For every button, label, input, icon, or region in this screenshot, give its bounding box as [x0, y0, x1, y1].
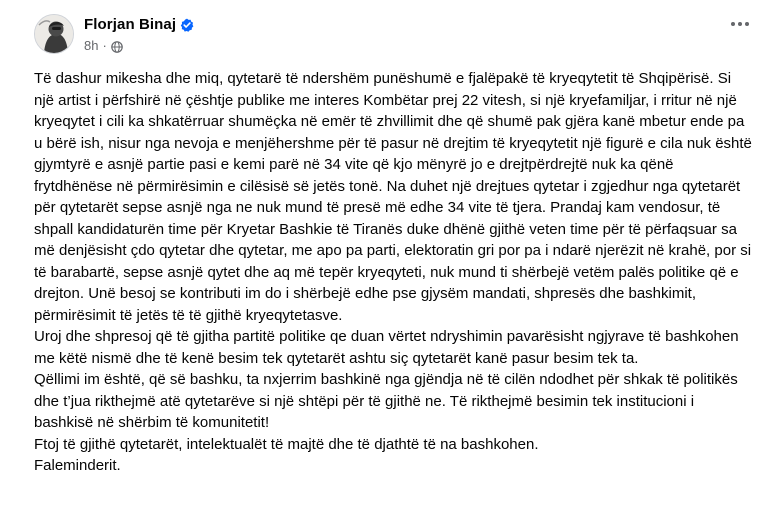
post-paragraph: Faleminderit. [34, 457, 121, 474]
post-timestamp[interactable]: 8h [84, 38, 99, 53]
post-body [34, 68, 754, 477]
author-row [84, 15, 194, 35]
author-name[interactable]: Florjan Binaj [84, 16, 177, 33]
post-paragraph: Ftoj të gjithë qytetarët, intelektualët të majtë dhe të djathtë të na bashkohen. [34, 435, 539, 453]
more-dot-icon [738, 22, 742, 26]
more-options-button[interactable] [722, 6, 758, 42]
post-meta [84, 38, 194, 54]
avatar-photo [35, 15, 74, 54]
author-avatar[interactable] [34, 14, 74, 54]
more-dot-icon [731, 22, 735, 26]
more-dot-icon [745, 22, 749, 26]
meta-separator: · [102, 38, 107, 53]
post-header [34, 11, 194, 57]
verified-badge-icon [180, 18, 194, 32]
author-block [84, 15, 194, 54]
post-paragraph: Qëllimi im është, që së bashku, ta nxjerrim bashkinë nga gjëndja në të cilën ndodhet për shkak të politikës dhe t’jua rikthejmë atë qytetarëve si një shtëpi për të gjithë ne. Të rikthejmë besimin tek institucioni i bashkisë në shërbim të komunitetit! [34, 371, 738, 431]
post-paragraph: Uroj dhe shpresoj që të gjitha partitë politike qe duan vërtet ndryshimin pavarësisht ngjyrave të bashkohen me këtë nismë dhe të kenë besim tek qytetarët ashtu siç qytetarët kanë pasur besim tek ta. [34, 328, 739, 367]
post-paragraph: Të dashur mikesha dhe miq, qytetarë të ndershëm punëshumë e fjalëpakë të kryeqytetit të Shqipërisë. Si një artist i përfshirë në çështje publike me interes Kombëtar prej 22 vitesh, si një kryefamiljar, i rritur në një kryeqytet i cili ka shkatërruar shumëçka në emër të zhvillimit dhe që shumë pak gjëra kanë mbetur ende pa u bërë ish, nisur nga nevoja e menjëhershme për të pasur në drejtim të kryeqytetit një figurë e cila nuk është gjymtyrë e asnjë partie pasi e kemi parë në 34 vite që kjo mënyrë jo e drejtpërdrejtë nuk ka qënë frytdhënëse në përmirësimin e cilësisë së jetës tonë. Na duhet një drejtues qytetar i zgjedhur nga qytetarët për qytetarët sepse asnjë nga ne nuk mund të presë më edhe 34 vite të tjera. Prandaj kam vendosur, të shpall kandidaturën time për Kryetar Bashkie të Tiranës duke dhënë gjithë veten time për të përfaqsuar sa më denjësisht çdo qytetar dhe qytetar, me apo pa parti, elektoratin gri por pa i ndarë njerëzit në krahë, por si të barabartë, sepse asnjë qytet dhe aq më tepër kryeqyteti, nuk mund ti shërbejë vetëm palës politike që e drejton. Unë besoj se kontributi im do i shërbejë edhe pse gjysëm mandati, shpresës dhe bashkimit, përmirësimit të jetës të të gjithë kryeqytetasve. [34, 70, 752, 324]
globe-icon[interactable] [111, 40, 123, 52]
